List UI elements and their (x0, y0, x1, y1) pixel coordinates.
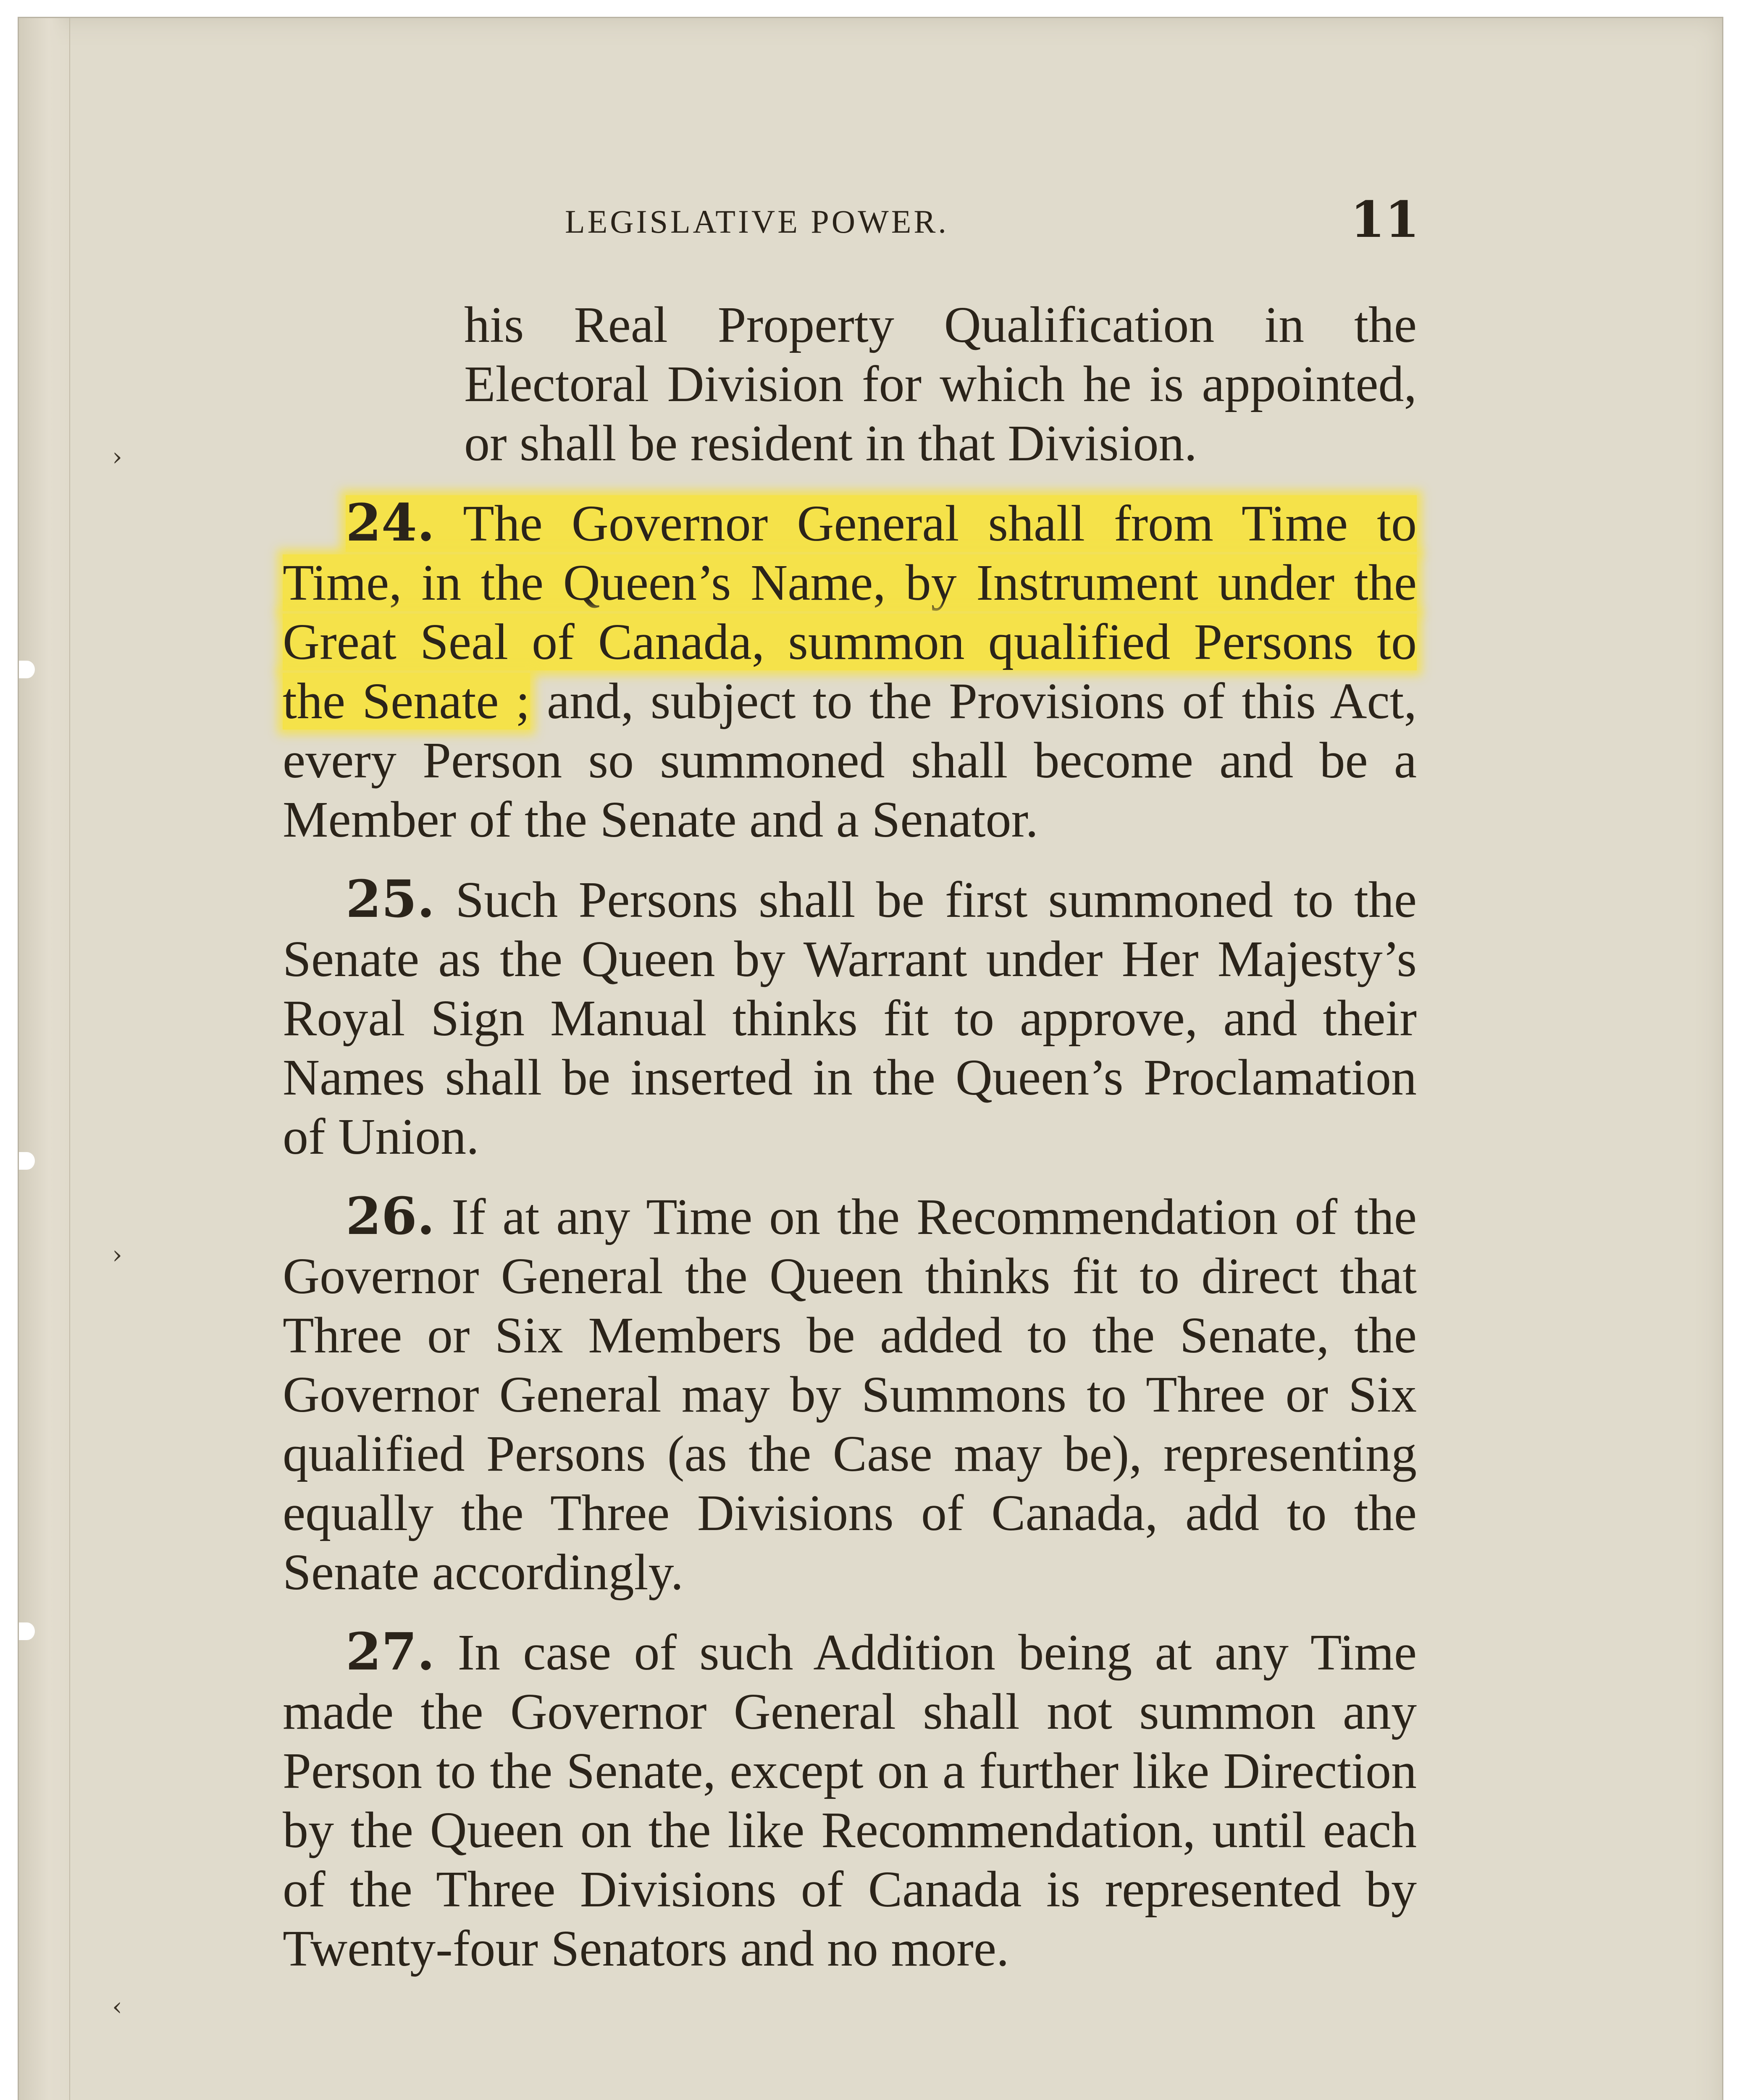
binding-edge (19, 18, 70, 2100)
paragraph-text: If at any Time on the Recommendation of the Governor General the Queen thinks fit to direct that Three or Six Members be added to the Senate, the Governor General may by Summons to Three or Six qualified Persons (as the Case may be), representing equally the Three Divisions of Canada, add to the Senate accordingly. (283, 1189, 1417, 1601)
page-number: 11 (1350, 190, 1420, 249)
highlighted-text: The Governor General shall from Time to Time, in the Queen’s Name, by Instrument under the Great Seal of Canada, summon qualified Persons to the Senate ; (283, 495, 1417, 730)
section-25 (283, 869, 1417, 1166)
binding-notch (19, 661, 35, 678)
sewing-thread-mark: ‹ (112, 1992, 122, 2021)
paragraph-continuation (283, 295, 1417, 473)
book-page (18, 17, 1723, 2100)
paragraph-text: In case of such Addition being at any Time made the Governor General shall not summon any Person to the Senate, except on a further like Direction by the Queen on the like Recommendation, until each of the Three Divisions of Canada is represented by Twenty-four Senators and no more. (283, 1624, 1417, 1977)
section-number: 25. (346, 869, 435, 929)
section-number: 26. (346, 1186, 435, 1246)
sewing-thread-mark: › (112, 1240, 122, 1270)
section-27 (283, 1622, 1417, 1978)
section-24 (283, 493, 1417, 849)
binding-notch (19, 1152, 35, 1170)
section-number: 27. (346, 1621, 435, 1682)
section-number: 24. (346, 492, 435, 553)
sewing-thread-mark: › (112, 442, 122, 472)
paragraph-text: and, subject to the Provisions of this Act, every Person so summoned shall become and be a Member of the Senate and a Senator. (283, 673, 1417, 848)
paragraph-text: Such Persons shall be first summoned to the Senate as the Queen by Warrant under Her Majesty’s Royal Sign Manual thinks fit to approve, and their Names shall be inserted in the Queen’s Proclamation of Union. (283, 872, 1417, 1165)
section-26 (283, 1186, 1417, 1602)
body-text (283, 295, 1417, 1978)
running-head: LEGISLATIVE POWER. (565, 203, 949, 240)
paragraph-text: his Real Property Qualification in the Electoral Division for which he is appointed, or shall be resident in that Division. (464, 297, 1417, 472)
binding-notch (19, 1622, 35, 1640)
